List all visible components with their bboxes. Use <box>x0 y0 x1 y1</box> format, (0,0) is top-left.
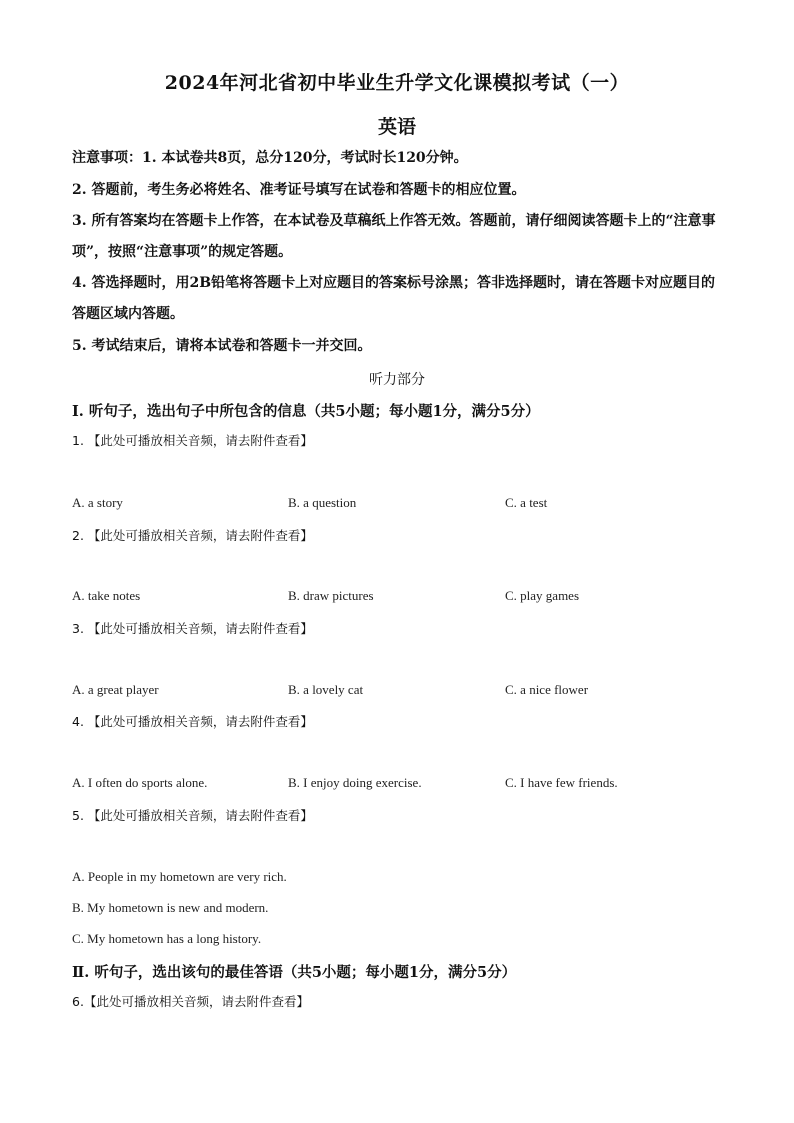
question-6 <box>72 992 309 1010</box>
q2-option-a: A. take notes <box>72 588 141 603</box>
question-number: 2. <box>72 528 84 543</box>
q5-option-a: A. People in my hometown are very rich. <box>72 869 287 884</box>
question-number: 4. <box>72 714 84 729</box>
audio-placeholder: 【此处可播放相关音频，请去附件查看】 <box>87 808 313 823</box>
q1-option-b: B. a question <box>288 495 357 510</box>
audio-placeholder: 【此处可播放相关音频，请去附件查看】 <box>83 994 309 1009</box>
q3-option-b: B. a lovely cat <box>288 682 364 697</box>
subject-title: 英语 <box>377 116 416 138</box>
q2-option-c: C. play games <box>505 588 580 603</box>
question-3 <box>72 619 313 637</box>
q1-option-c: C. a test <box>505 495 548 510</box>
q1-option-a: A. a story <box>72 495 123 510</box>
audio-placeholder: 【此处可播放相关音频，请去附件查看】 <box>87 433 313 448</box>
audio-placeholder: 【此处可播放相关音频，请去附件查看】 <box>87 714 313 729</box>
listening-part-title: 听力部分 <box>369 372 425 388</box>
audio-placeholder: 【此处可播放相关音频，请去附件查看】 <box>87 621 313 636</box>
question-number: 5. <box>72 808 84 823</box>
note-1: 注意事项：1. 本试卷共8页，总分120分，考试时长120分钟。 <box>72 150 468 166</box>
q4-option-b: B. I enjoy doing exercise. <box>288 775 422 790</box>
q2-option-b: B. draw pictures <box>288 588 374 603</box>
exam-title: 2024年河北省初中毕业生升学文化课模拟考试（一） <box>164 72 630 94</box>
q5-option-c: C. My hometown has a long history. <box>72 931 262 946</box>
note-2: 2. 答题前，考生务必将姓名、准考证号填写在试卷和答题卡的相应位置。 <box>72 182 526 198</box>
note-3: 3. 所有答案均在答题卡上作答，在本试卷及草稿纸上作答无效。答题前，请仔细阅读答题卡上的“注意事项”，按照“注意事项”的规定答题。 <box>72 213 716 260</box>
question-number: 3. <box>72 621 84 636</box>
section-2-heading: Ⅱ. 听句子，选出该句的最佳答语（共5小题；每小题1分，满分5分） <box>72 964 517 981</box>
q4-option-a: A. I often do sports alone. <box>72 775 208 790</box>
section-1-heading: I. 听句子，选出句子中所包含的信息（共5小题；每小题1分，满分5分） <box>72 403 540 420</box>
question-number: 1. <box>72 433 84 448</box>
note-5: 5. 考试结束后，请将本试卷和答题卡一并交回。 <box>72 338 372 354</box>
audio-placeholder: 【此处可播放相关音频，请去附件查看】 <box>87 528 313 543</box>
note-4: 4. 答选择题时，用2B铅笔将答题卡上对应题目的答案标号涂黑；答非选择题时，请在答题卡对应题目的答题区域内答题。 <box>72 275 716 322</box>
question-number: 6. <box>72 994 84 1009</box>
q5-option-b: B. My hometown is new and modern. <box>72 900 269 915</box>
question-1 <box>72 431 313 449</box>
question-5 <box>72 806 313 824</box>
q3-option-c: C. a nice flower <box>505 682 589 697</box>
question-4 <box>72 712 313 730</box>
q4-option-c: C. I have few friends. <box>505 775 618 790</box>
question-2 <box>72 526 313 544</box>
q3-option-a: A. a great player <box>72 682 159 697</box>
